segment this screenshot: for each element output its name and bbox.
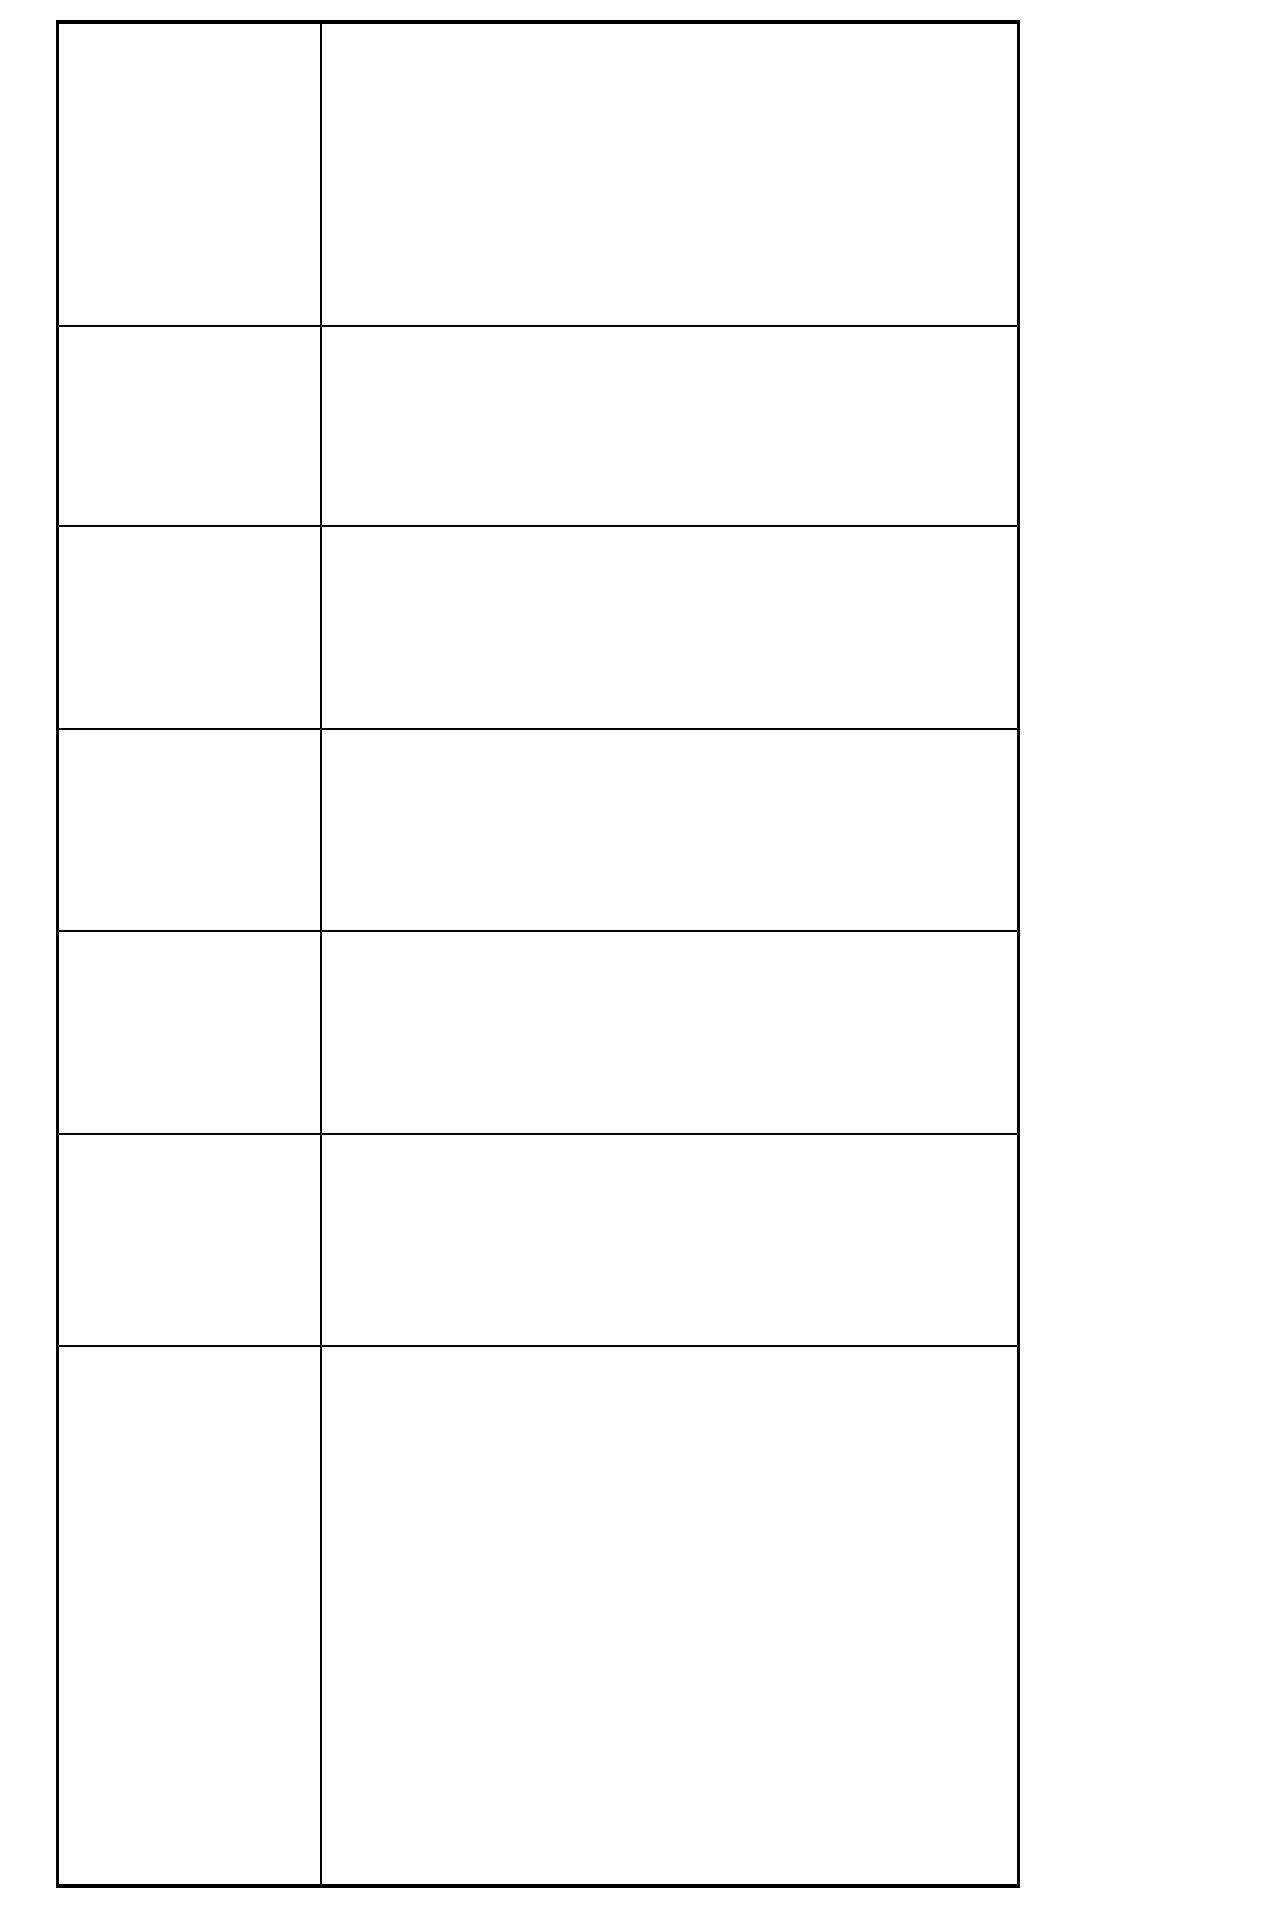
cell-divider-3 xyxy=(56,930,1020,932)
passed-text-cell xyxy=(326,1352,1016,1877)
proposal-cell-chapter-title xyxy=(64,330,314,522)
proposal-cell-wang xyxy=(326,1139,1016,1342)
column-divider xyxy=(320,20,322,1888)
proposal-cell-fan xyxy=(326,734,1016,927)
explanation-cell-article xyxy=(326,28,1016,322)
proposal-cell-liao xyxy=(326,331,1016,522)
explanation-cell-chapter xyxy=(64,28,314,322)
cell-divider-4 xyxy=(56,728,1020,730)
row-divider xyxy=(56,325,1020,327)
table-left-border xyxy=(56,20,59,1888)
cell-divider-5 xyxy=(56,525,1020,527)
table-bottom-border xyxy=(56,1884,1020,1888)
proposal-cell-lai xyxy=(326,531,1016,725)
table-top-border xyxy=(56,20,1020,24)
cell-divider-2 xyxy=(56,1133,1020,1135)
cell-divider-1 xyxy=(56,1345,1020,1347)
proposal-cell-dpp-caucus xyxy=(326,936,1016,1130)
decision-cell-top-left xyxy=(64,1352,314,1877)
table-right-border xyxy=(1017,20,1020,1888)
